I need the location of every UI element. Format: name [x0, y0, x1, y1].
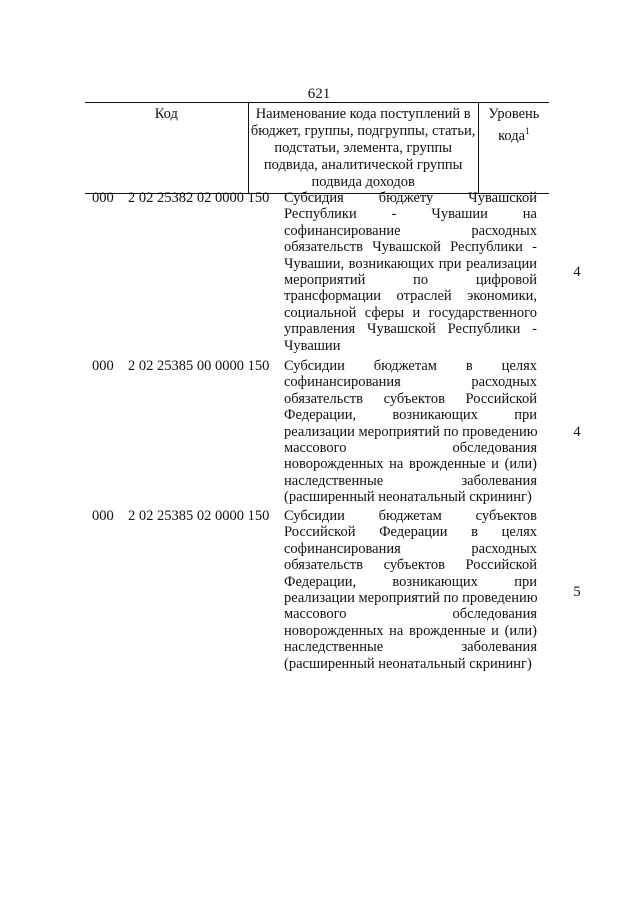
income-name-line: (расширенный неонатальный скрининг) [284, 655, 532, 672]
header-name: Наименование кода поступлений в бюджет, группы, подгруппы, статьи, подстатьи, элемента, группы подвида, аналитической группы подвида доходов [248, 103, 478, 194]
header-level [478, 103, 549, 194]
income-code: 2 02 25382 02 0000 150 [128, 190, 270, 206]
income-name-line: софинансирование расходных [284, 222, 537, 239]
code-level: 4 [573, 424, 581, 440]
income-name-line: софинансирования расходных [284, 374, 537, 391]
header-level-text: Уровень кода [488, 106, 540, 144]
income-name-line: Субсидии бюджетам в целях [284, 358, 537, 374]
income-name-line: Российской Федерации в целях [284, 524, 537, 541]
admin-code: 000 [92, 508, 114, 524]
income-name-line: новорожденных на врожденные и (или) [284, 622, 537, 639]
header-code: Код [85, 103, 248, 194]
income-name-line: мероприятий по цифровой [284, 272, 537, 289]
code-level: 5 [573, 584, 581, 600]
income-name-line: обязательств субъектов Российской [284, 390, 537, 407]
income-name-line: (расширенный неонатальный скрининг) [284, 489, 532, 506]
income-name-line: Федерации, возникающих при [284, 573, 537, 590]
income-name-line: обязательств Чувашской Республики - [284, 239, 537, 256]
income-name-line: реализации мероприятий по проведению [284, 423, 538, 440]
income-code: 2 02 25385 02 0000 150 [128, 508, 270, 524]
admin-code: 000 [92, 190, 114, 206]
income-name-line: новорожденных на врожденные и (или) [284, 456, 537, 473]
income-name-line: Федерации, возникающих при [284, 407, 537, 424]
income-name [284, 508, 537, 672]
code-level: 4 [573, 264, 581, 280]
footnote-marker: 1 [525, 126, 530, 136]
income-name-line: софинансирования расходных [284, 540, 537, 557]
page-number-text: 621 [307, 86, 331, 102]
income-name-line: социальной сферы и государственного [284, 304, 537, 321]
income-code: 2 02 25385 00 0000 150 [128, 358, 270, 374]
income-name-line: обязательств субъектов Российской [284, 557, 537, 574]
page-number [0, 86, 640, 103]
income-name-line: трансформации отраслей экономики, [284, 288, 537, 305]
income-name-line: массового обследования [284, 440, 537, 457]
income-name-line: Республики - Чувашии на [284, 206, 537, 223]
income-name-line: Чувашии, возникающих при реализации [284, 255, 537, 272]
income-name [284, 358, 537, 506]
income-name-line: наследственные заболевания [284, 639, 537, 656]
income-name-line: Субсидия бюджету Чувашской [284, 190, 537, 206]
income-name [284, 190, 537, 354]
income-name-line: управления Чувашской Республики - [284, 321, 537, 338]
income-name-line: массового обследования [284, 606, 537, 623]
table-header [85, 102, 549, 194]
admin-code: 000 [92, 358, 114, 374]
income-name-line: Чувашии [284, 337, 341, 354]
income-name-line: Субсидии бюджетам субъектов [284, 508, 537, 524]
income-name-line: реализации мероприятий по проведению [284, 590, 538, 607]
income-name-line: наследственные заболевания [284, 472, 537, 489]
